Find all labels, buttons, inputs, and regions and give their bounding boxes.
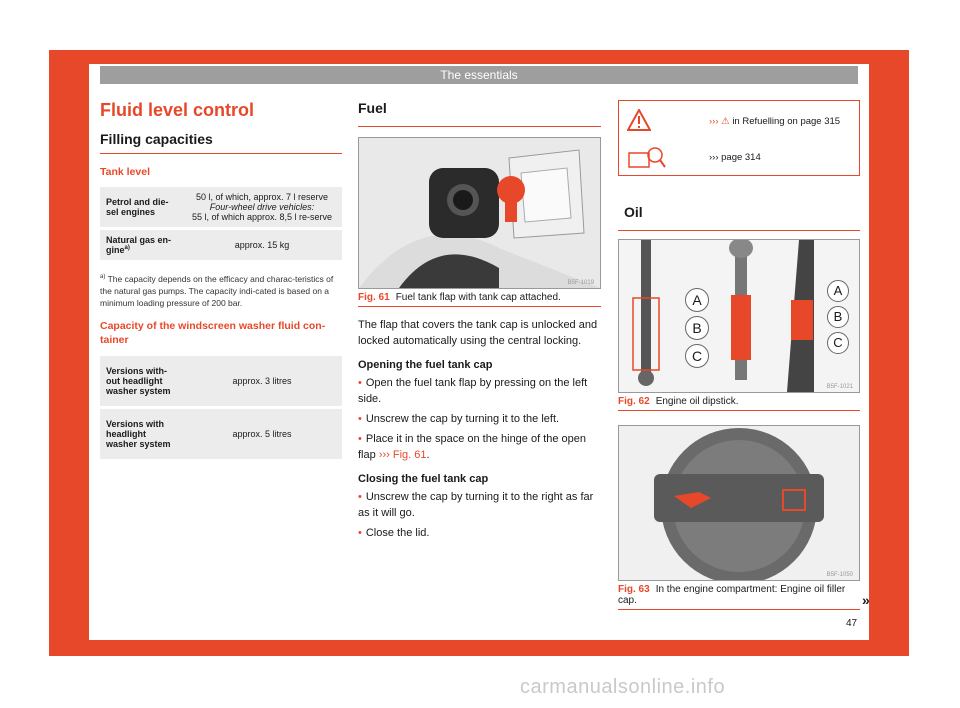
list-item: • Place it in the space on the hinge of the open flap ››› Fig. 61. xyxy=(358,433,587,461)
label-a: A xyxy=(685,288,709,312)
row-value: approx. 15 kg xyxy=(182,230,342,260)
list-item: • Unscrew the cap by turning it to the right as far as it will go. xyxy=(358,491,594,519)
label-c: C xyxy=(685,344,709,368)
table-row xyxy=(100,409,342,459)
bullet-text: Place it in the space on the hinge of the open flap xyxy=(358,433,587,461)
caption-text: Engine oil dipstick. xyxy=(655,396,739,407)
row-value: approx. 5 litres xyxy=(182,409,342,459)
tank-level-table xyxy=(100,184,342,263)
figure-code: B5F-1050 xyxy=(826,572,853,578)
warning-mini-icon: ⚠ xyxy=(721,116,730,127)
figure-number: Fig. 61 xyxy=(358,292,390,303)
column-left xyxy=(100,100,342,462)
figure-code: B5F-1019 xyxy=(567,280,594,286)
row-label xyxy=(100,230,182,260)
chapter-header: The essentials xyxy=(100,66,858,84)
footnote xyxy=(100,271,342,309)
figure-63-caption xyxy=(618,584,860,610)
list-item: • Close the lid. xyxy=(358,527,430,539)
caption-text: In the engine compartment: Engine oil filler cap. xyxy=(618,584,846,606)
figure-number: Fig. 63 xyxy=(618,584,650,595)
continue-mark: » xyxy=(862,592,870,608)
footnote-mark: a) xyxy=(124,245,130,251)
figure-number: Fig. 62 xyxy=(618,396,650,407)
column-middle xyxy=(358,100,601,541)
list-item: • Open the fuel tank flap by pressing on the left side. xyxy=(358,377,588,405)
fuel-title: Fuel xyxy=(358,100,601,127)
footnote-mark: a) xyxy=(100,274,106,280)
oil-cap-illustration xyxy=(619,426,859,580)
figure-61 xyxy=(358,137,601,289)
bullet-text: Open the fuel tank flap by pressing on the left side. xyxy=(358,377,588,405)
ref-link[interactable]: in Refuelling on page 315 xyxy=(732,116,841,127)
row-value xyxy=(182,187,342,227)
bullet-text: Unscrew the cap by turning it to the left. xyxy=(365,413,560,425)
row-label: Petrol and die-sel engines xyxy=(100,187,182,227)
value-line: 50 l, of which, approx. 7 l reserve xyxy=(195,192,329,202)
figure-63 xyxy=(618,425,860,581)
figure-62 xyxy=(618,239,860,393)
row-label: Versions with headlight washer system xyxy=(100,409,182,459)
caption-text: Fuel tank flap with tank cap attached. xyxy=(395,292,561,303)
watermark: carmanualsonline.info xyxy=(520,676,726,698)
row-value: approx. 3 litres xyxy=(182,356,342,406)
tank-level-heading: Tank level xyxy=(100,166,150,178)
row-label: Versions with-out headlight washer system xyxy=(100,356,182,406)
figure-code: B5F-1021 xyxy=(826,384,853,390)
dipstick-illustration xyxy=(619,240,859,392)
fuel-flap-illustration xyxy=(359,138,600,288)
label-b: B xyxy=(827,306,849,328)
paragraph: The flap that covers the tank cap is unlocked and locked automatically using the central locking. xyxy=(358,319,598,347)
oil-title: Oil xyxy=(618,204,860,231)
value-line: Four-wheel drive vehicles: xyxy=(209,202,315,212)
bullet-text: Close the lid. xyxy=(365,527,430,539)
table-row xyxy=(100,356,342,406)
table-row xyxy=(100,187,342,227)
value-line: 55 l, of which approx. 8,5 l re-serve xyxy=(191,212,333,222)
bullet-text: Unscrew the cap by turning it to the right as far as it will go. xyxy=(358,491,594,519)
closing-heading: Closing the fuel tank cap xyxy=(358,473,489,485)
list-item: • Unscrew the cap by turning it to the left. xyxy=(358,413,560,425)
figure-link[interactable]: ››› Fig. 61 xyxy=(378,449,427,461)
label-a: A xyxy=(827,280,849,302)
table-row xyxy=(100,230,342,260)
page-ref-row[interactable]: ››› page 314 xyxy=(709,152,761,163)
chapter-title: Fluid level control xyxy=(100,100,255,120)
section-title: Filling capacities xyxy=(100,131,342,154)
column-right xyxy=(618,100,860,610)
warning-ref-row xyxy=(709,116,840,127)
punctuation: . xyxy=(426,449,430,461)
manual-reference-icon xyxy=(627,145,667,171)
opening-heading: Opening the fuel tank cap xyxy=(358,359,493,371)
figure-62-caption xyxy=(618,396,860,411)
ref-arrows: ››› xyxy=(709,116,719,127)
washer-heading: Capacity of the windscreen washer fluid con-tainer xyxy=(100,319,326,346)
row-label-text: Natural gas en-gine xyxy=(106,235,172,255)
label-c: C xyxy=(827,332,849,354)
warning-box xyxy=(618,100,860,176)
page-number: 47 xyxy=(846,618,858,629)
washer-table xyxy=(100,353,342,462)
footnote-text: The capacity depends on the efficacy and charac-teristics of the natural gas pumps. The capacity indi-cated is based on a minimum loading pressure of 200 bar. xyxy=(100,273,334,308)
label-b: B xyxy=(685,316,709,340)
figure-61-caption xyxy=(358,292,601,307)
warning-triangle-icon xyxy=(627,109,651,131)
